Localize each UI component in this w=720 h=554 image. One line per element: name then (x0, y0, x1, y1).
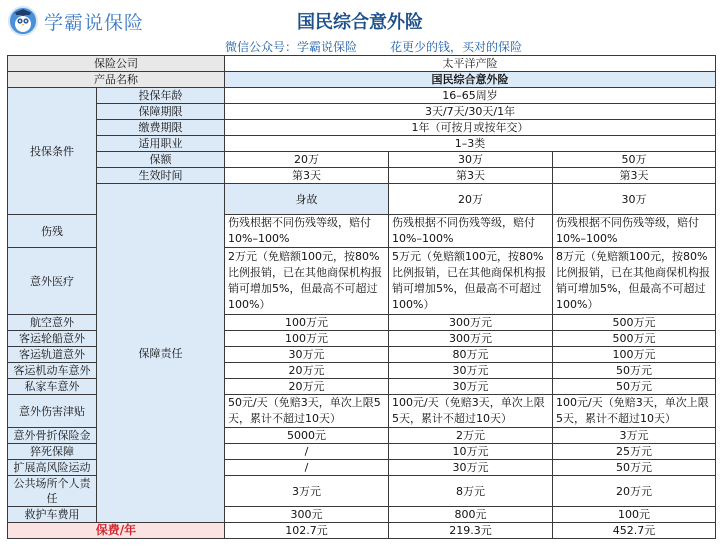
coverage-cell: 50万元 (553, 379, 716, 395)
coverage-cell: 300元 (225, 507, 389, 523)
coverage-row-label: 伤残 (8, 215, 97, 248)
coverage-cell: 100万元 (225, 315, 389, 331)
amount-value: 20万 (225, 152, 389, 168)
coverage-row-label: 扩展高风险运动 (8, 460, 97, 476)
coverage-cell: 伤残根据不同伤残等级，赔付10%–100% (225, 215, 389, 248)
premium-label: 保费/年 (8, 523, 225, 539)
coverage-cell: 20万 (389, 184, 553, 215)
coverage-cell: 100元/天（免赔3天，单次上限5天，累计不超过10天） (553, 395, 716, 428)
age-label: 投保年龄 (97, 88, 225, 104)
coverage-row-label: 航空意外 (8, 315, 97, 331)
effective-value: 第3天 (389, 168, 553, 184)
coverage-cell: 300万元 (389, 315, 553, 331)
wechat-account: 微信公众号：学霸说保险 (225, 40, 358, 54)
coverage-cell: 10万元 (389, 444, 553, 460)
coverage-row-label: 身故 (225, 184, 389, 215)
coverage-cell: 30万元 (389, 379, 553, 395)
coverage-cell: 3万元 (225, 476, 389, 507)
coverage-cell: 30万 (553, 184, 716, 215)
coverage-cell: 20万元 (225, 379, 389, 395)
age-value: 16–65周岁 (225, 88, 716, 104)
coverage-cell: 25万元 (553, 444, 716, 460)
logo-text: 学霸说保险 (44, 11, 145, 34)
coverage-cell: 20万元 (553, 476, 716, 507)
coverage-cell: 100元/天（免赔3天，单次上限5天，累计不超过10天） (389, 395, 553, 428)
page-title: 国民综合意外险 (297, 12, 423, 33)
effective-label: 生效时间 (97, 168, 225, 184)
coverage-cell: 伤残根据不同伤残等级，赔付10%–100% (553, 215, 716, 248)
coverage-cell: 80万元 (389, 347, 553, 363)
period-label: 保障期限 (97, 104, 225, 120)
coverage-cell: 30万元 (389, 363, 553, 379)
coverage-cell: 2万元 (389, 428, 553, 444)
coverage-cell: 8万元 (389, 476, 553, 507)
coverage-cell: 300万元 (389, 331, 553, 347)
premium-value: 219.3元 (389, 523, 553, 539)
premium-value: 452.7元 (553, 523, 716, 539)
amount-label: 保额 (97, 152, 225, 168)
product-value: 国民综合意外险 (225, 72, 716, 88)
coverage-cell: 20万元 (225, 363, 389, 379)
coverage-cell: 5000元 (225, 428, 389, 444)
premium-value: 102.7元 (225, 523, 389, 539)
comparison-table (7, 55, 716, 539)
coverage-row-label: 客运机动车意外 (8, 363, 97, 379)
occupation-label: 适用职业 (97, 136, 225, 152)
payment-value: 1年（可按月或按年交） (225, 120, 716, 136)
product-label: 产品名称 (8, 72, 225, 88)
coverage-cell: 100万元 (225, 331, 389, 347)
coverage-cell: 100元 (553, 507, 716, 523)
coverage-row-label: 猝死保障 (8, 444, 97, 460)
coverage-cell: 3万元 (553, 428, 716, 444)
payment-label: 缴费期限 (97, 120, 225, 136)
coverage-row-label: 客运轮船意外 (8, 331, 97, 347)
coverage-row-label: 公共场所个人责任 (8, 476, 97, 507)
effective-value: 第3天 (225, 168, 389, 184)
conditions-label: 投保条件 (8, 88, 97, 215)
coverage-cell: 2万元（免赔额100元，按80%比例报销，已在其他商保机构报销可增加5%，但最高不可超过100%） (225, 248, 389, 315)
amount-value: 50万 (553, 152, 716, 168)
coverage-cell: 30万元 (225, 347, 389, 363)
coverage-cell: 30万元 (389, 460, 553, 476)
period-value: 3天/7天/30天/1年 (225, 104, 716, 120)
amount-value: 30万 (389, 152, 553, 168)
coverage-cell: 50万元 (553, 363, 716, 379)
slogan: 花更少的钱，买对的保险 (390, 40, 523, 54)
coverage-cell: 5万元（免赔额100元，按80%比例报销，已在其他商保机构报销可增加5%，但最高不可超过100%） (389, 248, 553, 315)
coverage-row-label: 客运轨道意外 (8, 347, 97, 363)
coverage-cell: 500万元 (553, 331, 716, 347)
coverage-row-label: 意外医疗 (8, 248, 97, 315)
coverage-cell: 8万元（免赔额100元，按80%比例报销，已在其他商保机构报销可增加5%，但最高不可超过100%） (553, 248, 716, 315)
insurer-value: 太平洋产险 (225, 56, 716, 72)
coverage-cell: 100万元 (553, 347, 716, 363)
coverage-row-label: 意外骨折保险金 (8, 428, 97, 444)
insurer-label: 保险公司 (8, 56, 225, 72)
coverage-row-label: 私家车意外 (8, 379, 97, 395)
coverage-row-label: 救护车费用 (8, 507, 97, 523)
coverage-row-label: 意外伤害津贴 (8, 395, 97, 428)
coverage-cell: 500万元 (553, 315, 716, 331)
coverage-cell: 伤残根据不同伤残等级，赔付10%–100% (389, 215, 553, 248)
coverage-cell: / (225, 444, 389, 460)
coverage-cell: 800元 (389, 507, 553, 523)
coverage-cell: / (225, 460, 389, 476)
coverage-cell: 50元/天（免赔3天，单次上限5天，累计不超过10天） (225, 395, 389, 428)
occupation-value: 1–3类 (225, 136, 716, 152)
coverage-cell: 50万元 (553, 460, 716, 476)
effective-value: 第3天 (553, 168, 716, 184)
coverage-label: 保障责任 (97, 184, 225, 523)
